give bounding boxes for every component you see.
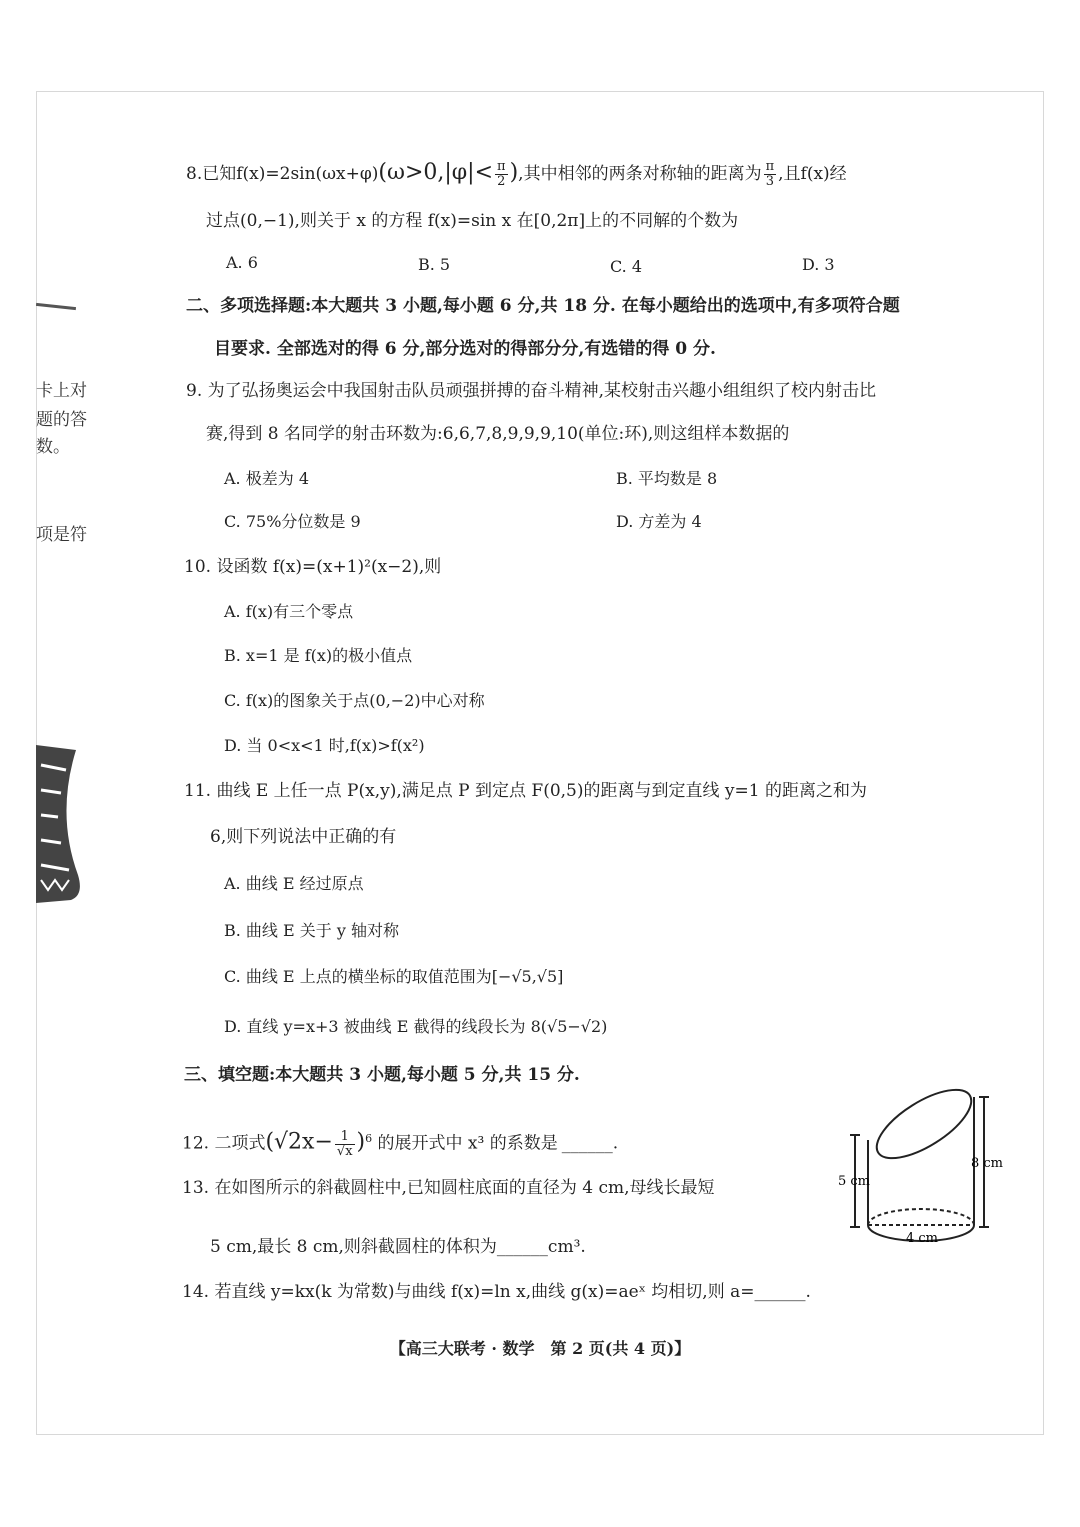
margin-text: 卡上对 [36,381,87,401]
question-12: 12. 二项式(√2x− $\frac{1}{√x}$ )$^6$ 的展开式中 x³ 的系数是 ______. [182,1128,619,1159]
question-9-option-d: D. 方差为 4 [616,512,702,531]
section-2-line2: 目要求. 全部选对的得 6 分,部分选对的得部分分,有选错的得 0 分. [214,339,716,359]
question-11-option-a: A. 曲线 E 经过原点 [224,874,364,893]
section-2-line1: 二、多项选择题:本大题共 3 小题,每小题 6 分,共 18 分. 在每小题给出的选项中,有多项符合题 [186,296,900,316]
question-10-option-c: C. f(x)的图象关于点(0,−2)中心对称 [224,691,485,710]
margin-text: 题的答 [36,410,87,430]
question-9-option-a: A. 极差为 4 [224,469,309,488]
question-8-option-d: D. 3 [802,255,835,274]
question-14: 14. 若直线 y=kx(k 为常数)与曲线 f(x)=ln x,曲线 g(x)=aeˣ 均相切,则 a=______. [182,1282,811,1302]
question-8-option-c: C. 4 [610,257,643,276]
question-9-option-c: C. 75%分位数是 9 [224,512,361,531]
question-11-option-d: D. 直线 y=x+3 被曲线 E 截得的线段长为 8(√5−√2) [224,1017,608,1036]
question-10-stem: 10. 设函数 f(x)=(x+1)²(x−2),则 [184,557,442,577]
question-9-line2: 赛,得到 8 名同学的射击环数为:6,6,7,8,9,9,9,10(单位:环),则这组样本数据的 [206,424,790,444]
question-9-option-b: B. 平均数是 8 [616,469,718,488]
question-8-line2: 过点(0,−1),则关于 x 的方程 f(x)=sin x 在[0,2π]上的不同解的个数为 [206,211,739,231]
question-8-option-a: A. 6 [226,253,258,272]
section-3-title: 三、填空题:本大题共 3 小题,每小题 5 分,共 15 分. [184,1065,580,1085]
question-13-line1: 13. 在如图所示的斜截圆柱中,已知圆柱底面的直径为 4 cm,母线长最短 [182,1178,715,1198]
figure-label-8cm: 8 cm [971,1156,1004,1171]
question-10-option-a: A. f(x)有三个零点 [224,602,354,621]
question-10-option-d: D. 当 0<x<1 时,f(x)>f(x²) [224,736,425,755]
figure-label-5cm: 5 cm [838,1174,871,1189]
question-13-line2: 5 cm,最长 8 cm,则斜截圆柱的体积为______cm³. [210,1237,586,1257]
question-11-option-c: C. 曲线 E 上点的横坐标的取值范围为[−√5,√5] [224,967,564,986]
fraction-1-over-sqrt-x: $\frac{1}{√x}$ [336,1128,353,1159]
vase-image-fragment [36,745,86,905]
question-8-option-b: B. 5 [418,255,451,274]
question-11-line2: 6,则下列说法中正确的有 [210,827,397,847]
margin-text: 项是符 [36,525,87,545]
fraction-pi-over-3: $\frac{\pi}{3}$ [765,159,775,189]
question-11-option-b: B. 曲线 E 关于 y 轴对称 [224,921,399,940]
question-10-option-b: B. x=1 是 f(x)的极小值点 [224,646,413,665]
margin-text: 数。 [36,437,70,457]
figure-label-4cm: 4 cm [906,1231,939,1246]
fraction-pi-over-2: $\frac{\pi}{2}$ [497,159,506,189]
question-8-line1: 8.已知f(x)=2sin(ωx+φ)(ω>0,|φ|< $\frac{\pi}{2}$ ),其中相邻的两条对称轴的距离为 $\frac{\pi}{3}$ ,且f(x)经 [186,159,847,189]
question-11-line1: 11. 曲线 E 上任一点 P(x,y),满足点 P 到定点 F(0,5)的距离与到定直线 y=1 的距离之和为 [184,781,867,801]
page-footer: 【高三大联考 · 数学 第 2 页(共 4 页)】 [389,1339,691,1358]
question-9-line1: 9. 为了弘扬奥运会中我国射击队员顽强拼搏的奋斗精神,某校射击兴趣小组组织了校内射击比 [186,381,877,401]
answer-blank: ______ [561,1133,613,1154]
oblique-cylinder-figure [838,1085,1018,1255]
